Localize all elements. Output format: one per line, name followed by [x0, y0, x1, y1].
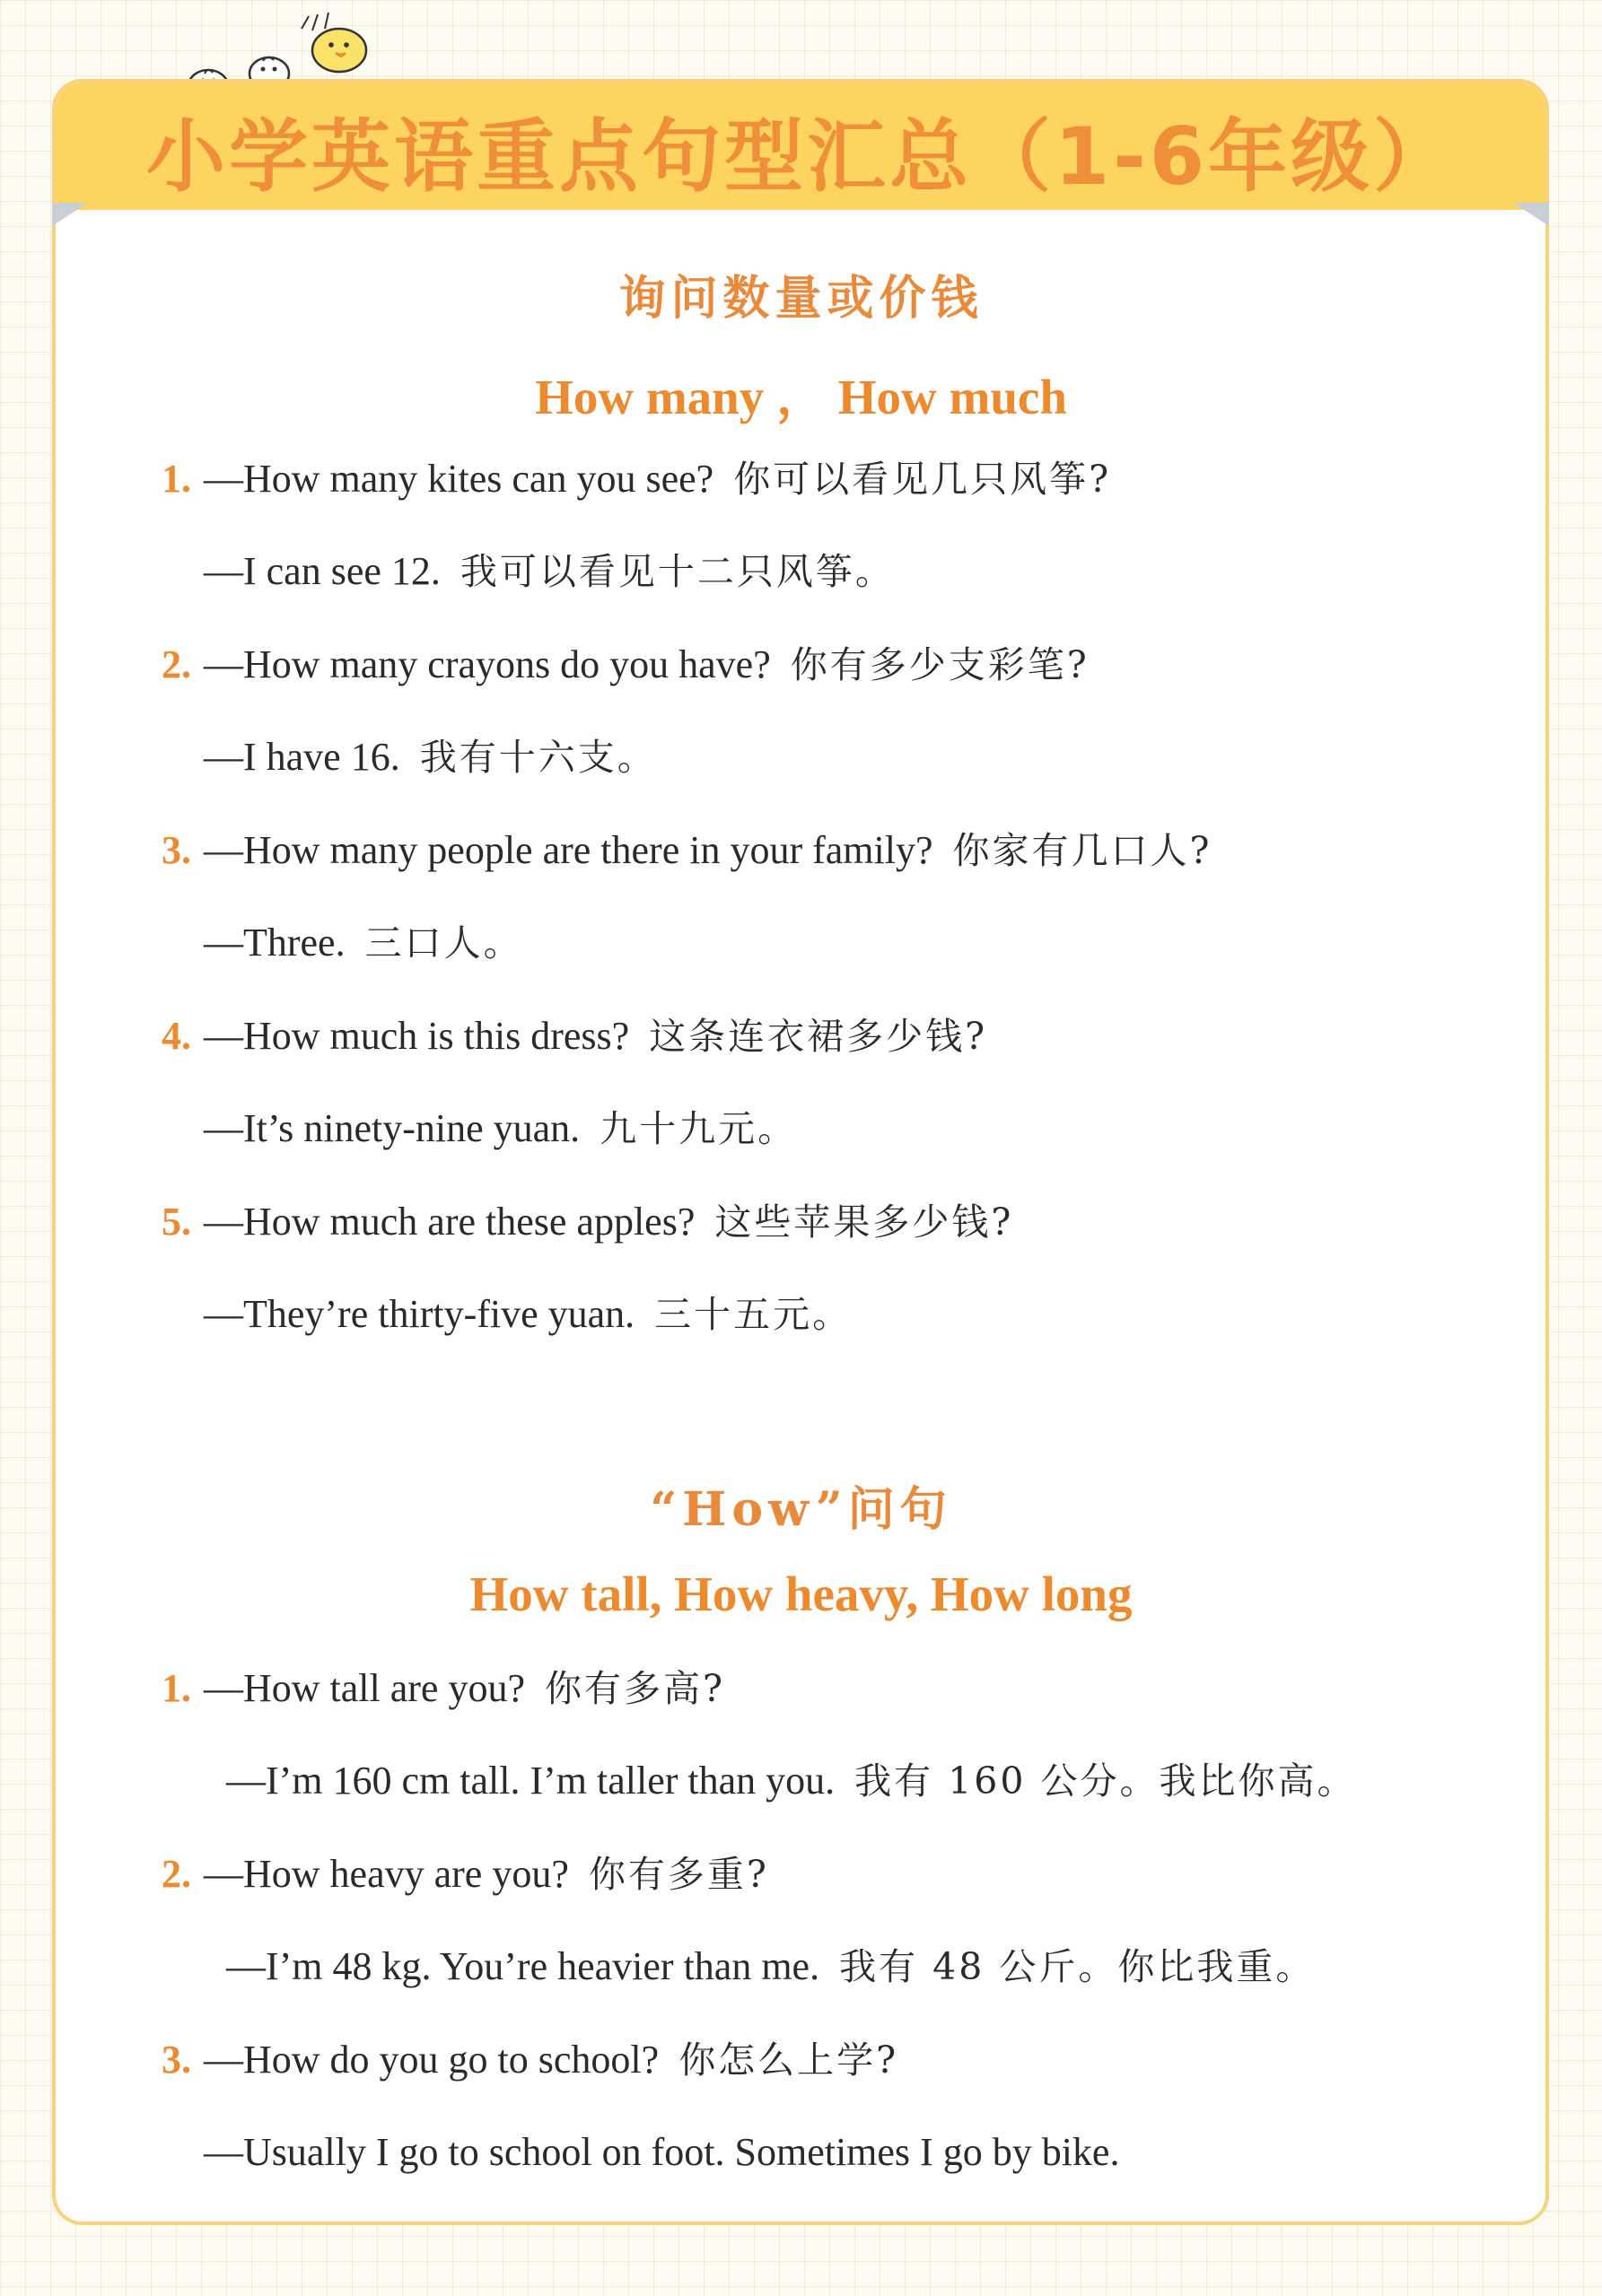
answer-line	[204, 1102, 797, 1156]
question-line	[162, 1662, 725, 1715]
question-en: —How many people are there in your family?	[204, 828, 933, 872]
answer-en: —Usually I go to school on foot. Sometimes I go by bike.	[204, 2130, 1120, 2174]
page-title: 小学英语重点句型汇总（1-6年级）	[146, 110, 1456, 203]
answer-line	[204, 2126, 1119, 2179]
section-title-how-questions: “How”问句	[650, 1482, 952, 1537]
answer-zh: 我有十六支。	[419, 736, 657, 779]
section-subtitle-how-many: How many ， How much	[535, 370, 1067, 424]
answer-zh: 三口人。	[364, 921, 523, 965]
answer-zh: 九十九元。	[600, 1107, 798, 1150]
question-zh: 你有多重?	[588, 1853, 769, 1896]
question-zh: 你怎么上学?	[678, 2038, 899, 2082]
item-number: 3.	[162, 2038, 191, 2082]
answer-en: —I can see 12.	[204, 549, 441, 593]
item-number: 5.	[162, 1200, 191, 1244]
question-en: —How tall are you?	[204, 1666, 525, 1710]
answer-line	[204, 545, 895, 598]
answer-en: —It’s ninety-nine yuan.	[204, 1106, 581, 1150]
question-line	[162, 2033, 898, 2087]
question-en: —How do you go to school?	[204, 2038, 660, 2082]
question-line	[162, 1847, 769, 1901]
item-number: 1.	[162, 457, 191, 501]
answer-en: —They’re thirty-five yuan.	[204, 1292, 635, 1336]
question-zh: 你家有几口人?	[952, 829, 1212, 872]
question-en: —How many crayons do you have?	[204, 642, 771, 686]
section-title-quantity-price: 询问数量或价钱	[618, 271, 984, 326]
question-zh: 这些苹果多少钱?	[714, 1200, 1014, 1244]
question-zh: 你可以看见几只风筝?	[733, 458, 1112, 501]
item-number: 2.	[162, 642, 191, 686]
answer-line	[204, 730, 657, 784]
question-en: —How heavy are you?	[204, 1852, 569, 1896]
item-number: 2.	[162, 1852, 191, 1896]
answer-zh: 我有 160 公分。我比你高。	[854, 1759, 1357, 1803]
answer-line	[226, 1940, 1315, 1994]
answer-line	[204, 916, 523, 970]
question-en: —How much are these apples?	[204, 1200, 696, 1244]
section-subtitle-how-tall: How tall, How heavy, How long	[469, 1567, 1133, 1621]
answer-en: —I’m 48 kg. You’re heavier than me.	[226, 1944, 820, 1988]
answer-en: —I’m 160 cm tall. I’m taller than you.	[226, 1759, 836, 1803]
answer-zh: 我可以看见十二只风筝。	[460, 550, 895, 593]
question-en: —How much is this dress?	[204, 1014, 630, 1058]
question-line	[162, 452, 1111, 506]
answer-zh: 我有 48 公斤。你比我重。	[839, 1945, 1316, 1988]
question-line	[162, 638, 1090, 692]
item-number: 4.	[162, 1014, 191, 1058]
item-number: 1.	[162, 1666, 191, 1710]
question-line	[162, 1009, 987, 1063]
question-line	[162, 824, 1212, 877]
item-number: 3.	[162, 828, 191, 872]
answer-zh: 三十五元。	[654, 1293, 853, 1336]
question-zh: 你有多少支彩笔?	[790, 643, 1090, 686]
question-line	[162, 1195, 1013, 1249]
answer-line	[226, 1754, 1356, 1808]
answer-line	[204, 1288, 852, 1341]
question-en: —How many kites can you see?	[204, 457, 714, 501]
answer-en: —Three.	[204, 921, 346, 965]
question-zh: 这条连衣裙多少钱?	[649, 1015, 988, 1058]
question-zh: 你有多高?	[545, 1667, 725, 1710]
answer-en: —I have 16.	[204, 735, 400, 779]
